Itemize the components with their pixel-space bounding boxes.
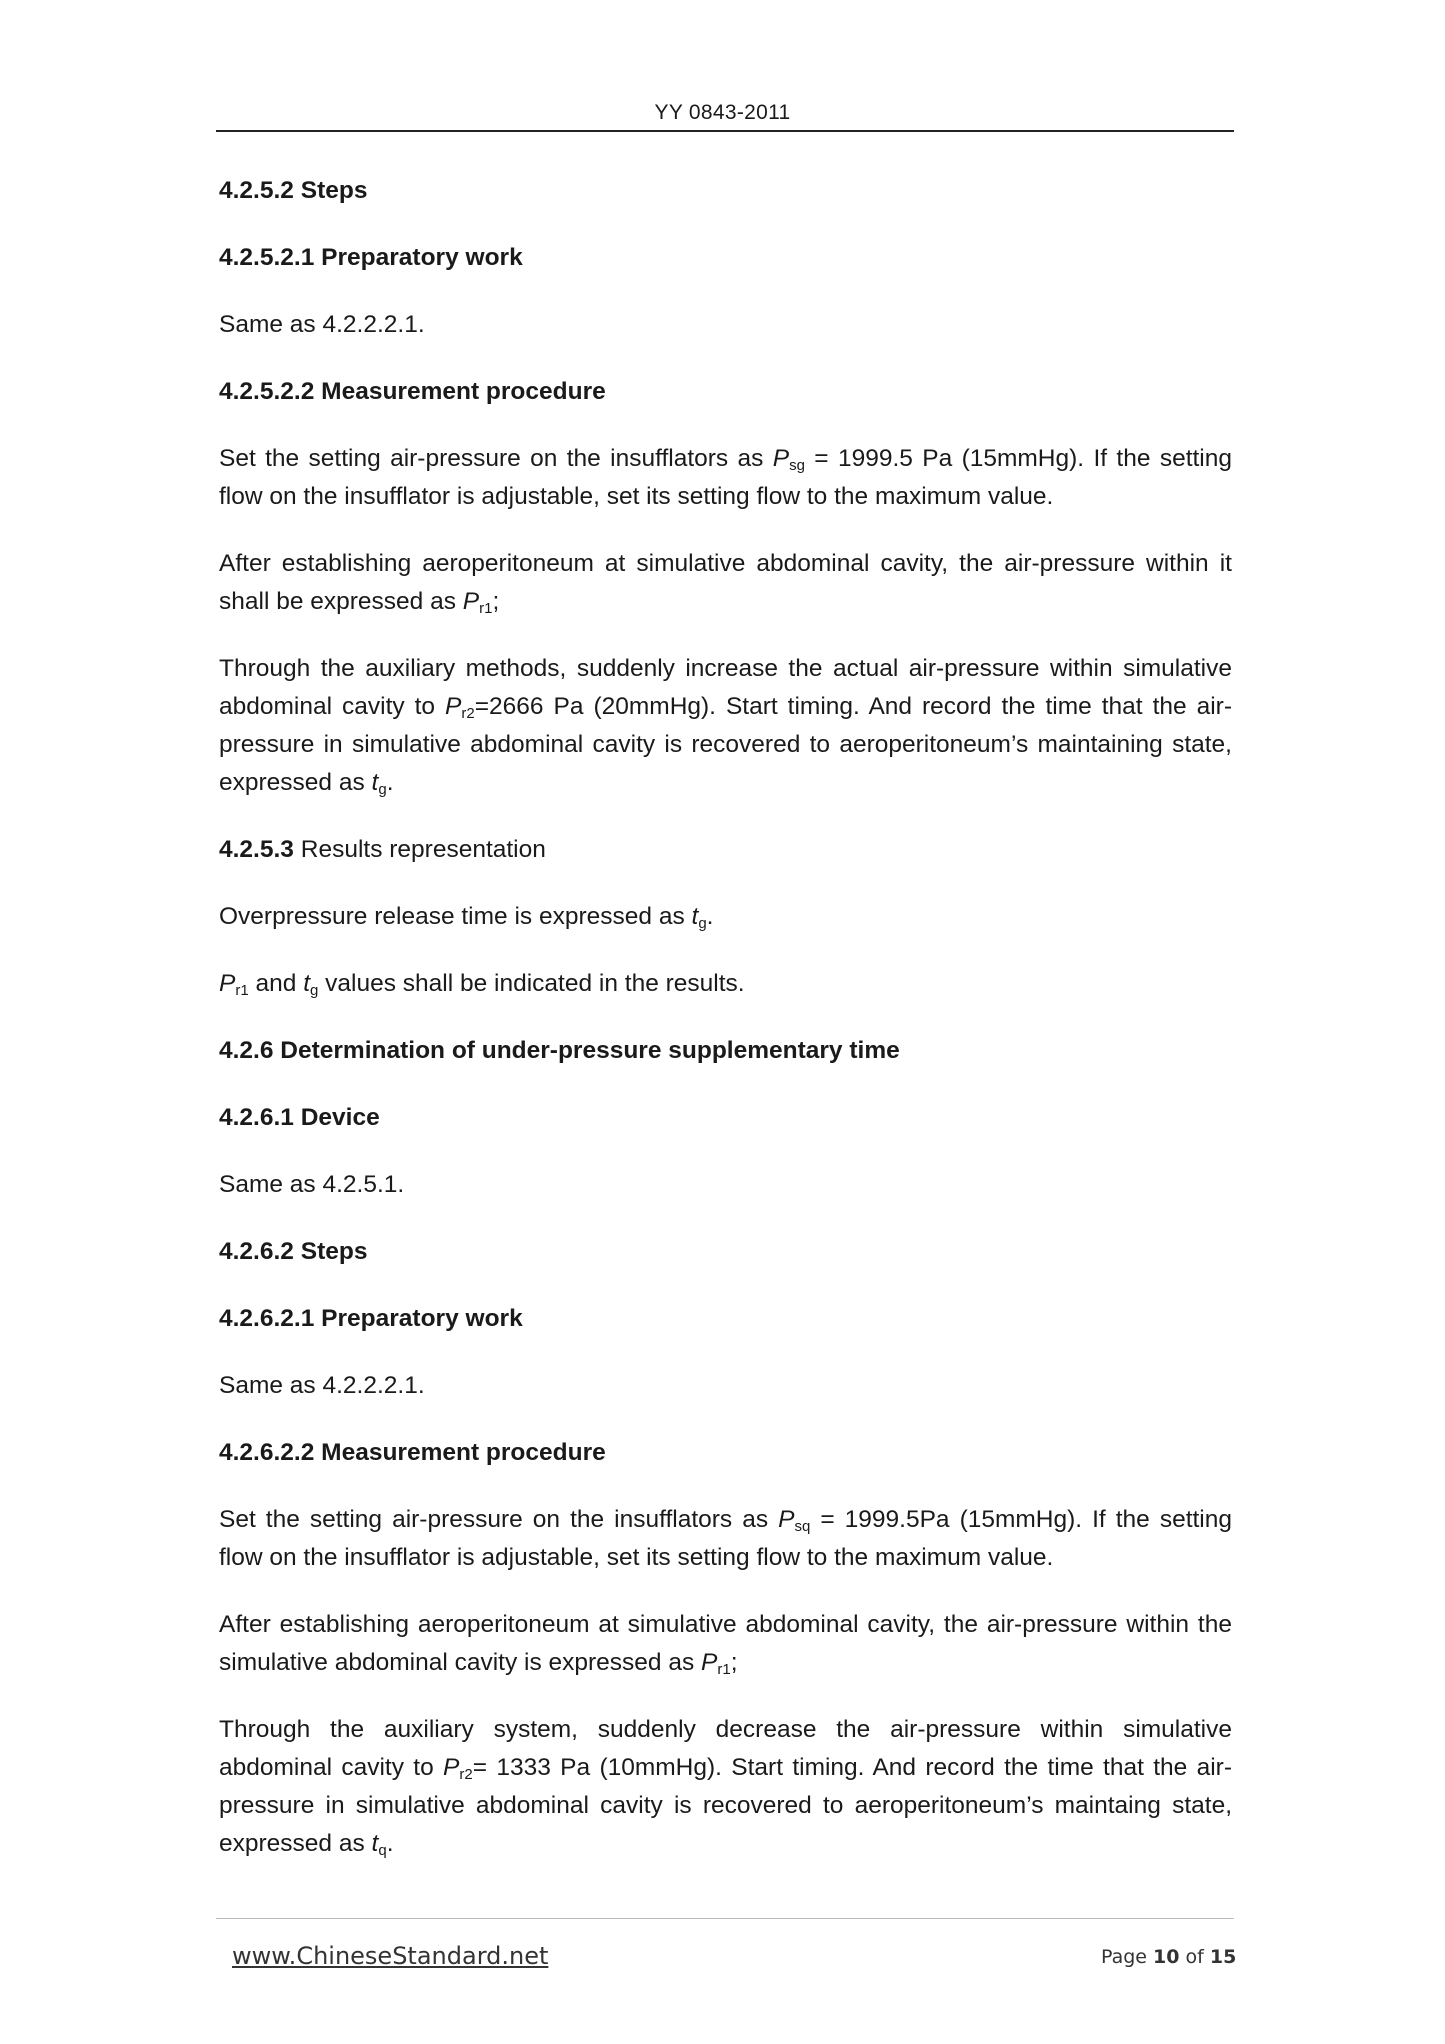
- page-number: Page 10 of 15: [1101, 1946, 1237, 1968]
- heading-4-2-6-2-2: 4.2.6.2.2 Measurement procedure: [219, 1439, 606, 1466]
- paragraph-increase-pressure: Through the auxiliary methods, suddenly increase the actual air-pressure within simulative abdominal cavity to $P_{r2}=2666$ Pa (20mmHg). Start timing. And record the time that the air-pressure in simulative abdominal cavity is recovered to aeroperitoneum’s maintaining state, expressed as $t_g$.: [219, 655, 1233, 798]
- document-body: [219, 172, 1232, 1863]
- paragraph-aeroperitoneum-2: After establishing aeroperitoneum at simulative abdominal cavity, the air-pressure within the simulative abdominal cavity is expressed as $P_{r1}$;: [219, 1611, 1232, 1678]
- same-as-paragraph: Same as 4.2.5.1.: [219, 1171, 405, 1198]
- heading-4-2-6: 4.2.6 Determination of under-pressure supplementary time: [219, 1037, 900, 1064]
- footer-divider: [216, 1918, 1234, 1919]
- paragraph-setting-pressure-2: Set the setting air-pressure on the insufflators as $P_{sq} = 1999.5Pa$ (15mmHg). If the setting flow on the insufflator is adjustable, set its setting flow to the maximum value.: [219, 1506, 1233, 1571]
- heading-4-2-6-1: 4.2.6.1 Device: [219, 1104, 380, 1131]
- page-header-title: YY 0843-2011: [654, 101, 791, 124]
- website-link[interactable]: www.ChineseStandard.net: [232, 1942, 549, 1970]
- heading-4-2-6-2-1: 4.2.6.2.1 Preparatory work: [219, 1305, 523, 1332]
- paragraph-aeroperitoneum: After establishing aeroperitoneum at simulative abdominal cavity, the air-pressure within it shall be expressed as $P_{r1}$;: [219, 550, 1232, 617]
- header-divider: [216, 130, 1234, 132]
- same-as-paragraph: Same as 4.2.2.2.1.: [219, 1372, 425, 1399]
- paragraph-setting-pressure: Set the setting air-pressure on the insufflators as $P_{sg} = 1999.5$ Pa (15mmHg). If the setting flow on the insufflator is adjustable, set its setting flow to the maximum value.: [219, 445, 1233, 510]
- paragraph-results-values: $P_{r1}$ and $t_g$ values shall be indicated in the results.: [219, 970, 745, 999]
- heading-4-2-5-3: 4.2.5.3 Results representation: [219, 836, 546, 863]
- heading-4-2-5-2: 4.2.5.2 Steps: [219, 177, 368, 204]
- same-as-paragraph: Same as 4.2.2.2.1.: [219, 311, 425, 338]
- heading-4-2-5-2-1: 4.2.5.2.1 Preparatory work: [219, 244, 523, 271]
- paragraph-decrease-pressure: Through the auxiliary system, suddenly decrease the air-pressure within simulative abdominal cavity to $P_{r2}= 1333$ Pa (10mmHg). Start timing. And record the time that the air-pressure in simulative abdominal cavity is recovered to aeroperitoneum’s maintaing state, expressed as $t_q$.: [219, 1716, 1232, 1859]
- heading-4-2-6-2: 4.2.6.2 Steps: [219, 1238, 368, 1265]
- paragraph-overpressure-time: Overpressure release time is expressed as $t_g$.: [219, 903, 714, 932]
- heading-4-2-5-2-2: 4.2.5.2.2 Measurement procedure: [219, 378, 606, 405]
